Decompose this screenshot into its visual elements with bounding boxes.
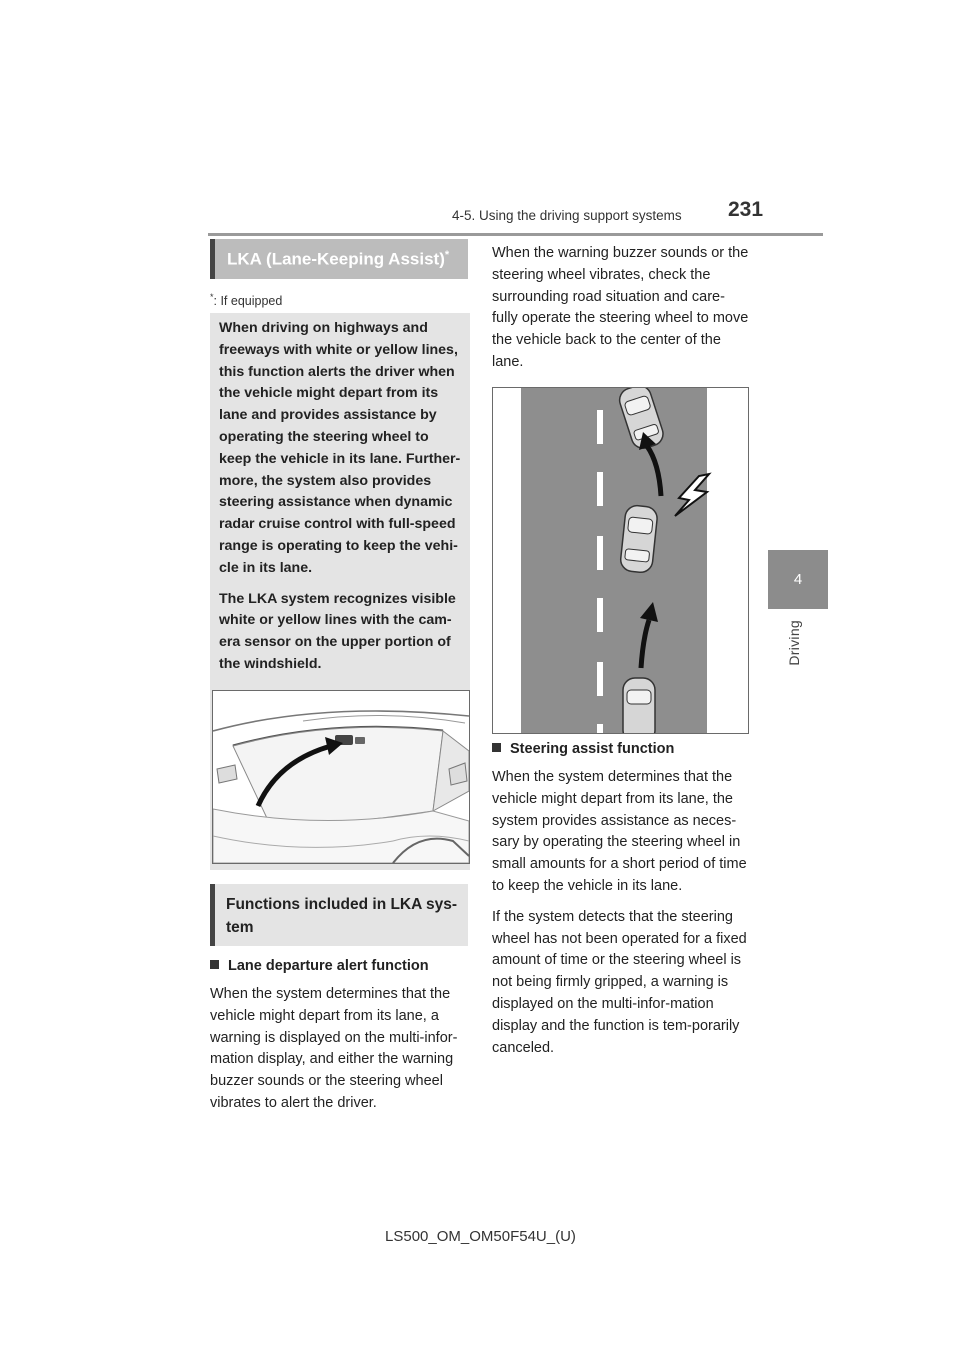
bullet-square-icon <box>492 743 501 752</box>
document-code: LS500_OM_OM50F54U_(U) <box>385 1228 576 1245</box>
intro-text <box>219 318 464 685</box>
steering-assist-heading <box>492 741 674 757</box>
footnote <box>210 292 282 308</box>
chapter-label-text: Driving <box>786 620 802 666</box>
lka-title-text: LKA (Lane-Keeping Assist) <box>227 249 445 269</box>
lka-title <box>227 249 449 270</box>
functions-heading: Functions included in LKA sys-tem <box>226 896 458 936</box>
steering-assist-paragraph-2: If the system detects that the steering wheel has not been operated for a fixed amount of time or the steering wheel is not being firmly gripped, a warning is displayed on the multi-infor-mation display and the function is tem-porarily canceled. <box>492 908 747 1056</box>
road-diagram-svg <box>493 388 748 733</box>
footnote-text: : If equipped <box>213 294 283 309</box>
section-title: 4-5. Using the driving support systems <box>452 208 682 223</box>
functions-heading-box <box>210 884 468 946</box>
bullet-square-icon <box>210 960 219 969</box>
chapter-label <box>786 620 810 670</box>
lane-departure-heading-text: Lane departure alert function <box>228 958 429 974</box>
steering-assist-paragraph-1: When the system determines that the vehicle might depart from its lane, the system provides assistance as neces-sary by operating the steering wheel in small amounts for a short period of time to keep the vehicle in its lane. <box>492 769 747 894</box>
windshield-camera-illustration <box>212 690 470 864</box>
chapter-tab[interactable] <box>768 550 828 609</box>
page-number: 231 <box>728 198 764 221</box>
lane-departure-heading <box>210 958 429 974</box>
buzzer-paragraph: When the warning buzzer sounds or the steering wheel vibrates, check the surrounding road situation and care-fully operate the steering wheel to move the vehicle back to the center of the lane. <box>492 245 749 370</box>
lane-departure-paragraph: When the system determines that the vehicle might depart from its lane, a warning is displayed on the multi-infor-mation display, and either the warning buzzer sounds or the steering wheel vibrates to alert the driver. <box>210 986 458 1111</box>
lane-departure-text <box>210 984 468 1124</box>
chapter-number: 4 <box>793 571 803 588</box>
lane-departure-diagram <box>492 387 749 734</box>
buzzer-text <box>492 243 750 383</box>
windshield-illustration-svg <box>213 691 469 863</box>
footnote-asterisk: * <box>210 292 214 302</box>
steering-assist-heading-text: Steering assist function <box>510 741 675 757</box>
title-asterisk: * <box>444 249 450 261</box>
header-rule <box>208 233 823 236</box>
lka-title-bar <box>210 239 468 279</box>
intro-paragraph-2: The LKA system recognizes visible white or yellow lines with the cam-era sensor on the upper portion of the windshield. <box>219 590 456 672</box>
intro-paragraph-1: When driving on highways and freeways with white or yellow lines, this function alerts the driver when the vehicle might depart from its lane and provides assistance by operating the steering wheel to keep the vehicle in its lane. Further-more, the system also provides steering assistance when dynamic radar cruise control with full-speed range is operating to keep the vehi-cle in its lane. <box>219 320 461 576</box>
steering-assist-text <box>492 767 750 1068</box>
